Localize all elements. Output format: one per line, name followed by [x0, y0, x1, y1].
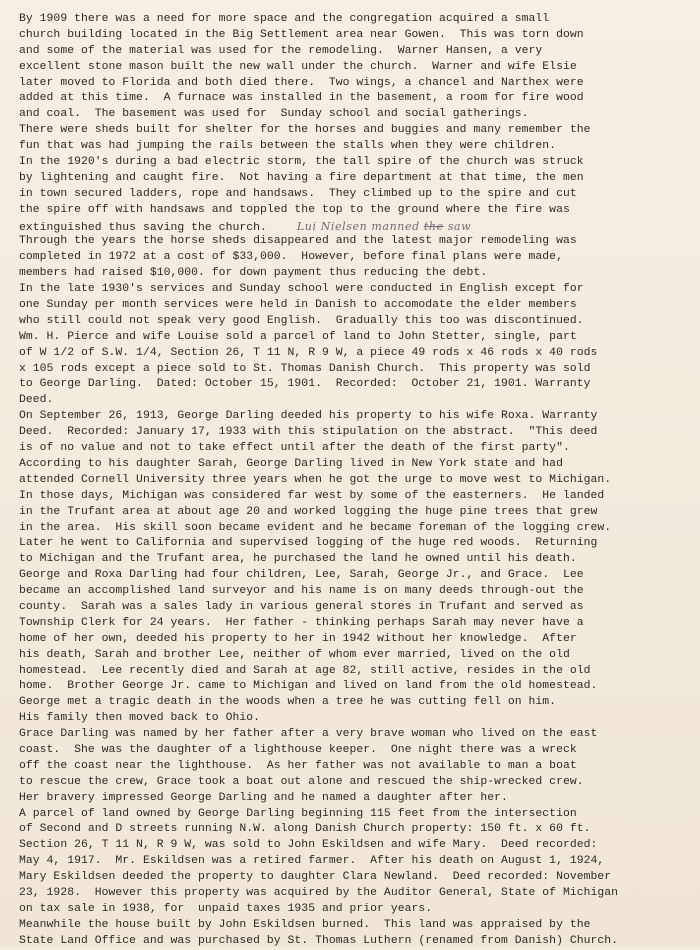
text-line: is of no value and not to take effect until after the death of the first party". [19, 442, 570, 455]
text-line: completed in 1972 at a cost of $33,000. However, before final plans were made, [19, 251, 563, 264]
text-line: Deed. [19, 394, 54, 407]
text-line: home of her own, deeded his property to her in 1942 without her knowledge. After [19, 632, 577, 645]
text-line: On September 26, 1913, George Darling deeded his property to his wife Roxa. Warranty [19, 410, 598, 423]
text-line: members had raised $10,000. for down payment thus reducing the debt. [19, 267, 488, 280]
text-line: x 105 rods except a piece sold to St. Thomas Danish Church. This property was sold [19, 362, 591, 375]
text-line: In the 1920's during a bad electric storm, the tall spire of the church was struck [19, 156, 584, 169]
text-line: of Second and D streets running N.W. along Danish Church property: 150 ft. x 60 ft. [19, 823, 591, 836]
text-line: A parcel of land owned by George Darling beginning 115 feet from the intersection [19, 807, 577, 820]
text-line: Section 26, T 11 N, R 9 W, was sold to John Eskildsen and wife Mary. Deed recorded: [19, 839, 598, 852]
text-line: his death, Sarah and brother Lee, neither of whom ever married, lived on the old [19, 648, 570, 661]
text-line: attended Cornell University three years when he got the urge to move west to Michigan. [19, 473, 612, 486]
text-line: May 4, 1917. Mr. Eskildsen was a retired farmer. After his death on August 1, 1924, [19, 855, 605, 868]
text-line: off the coast near the lighthouse. As her father was not available to man a boat [19, 759, 577, 772]
text-line: Grace Darling was named by her father after a very brave woman who lived on the east [19, 728, 598, 741]
text-line: who still could not speak very good English. Gradually this too was discontinued. [19, 314, 584, 327]
text-line: and coal. The basement was used for Sunday school and social gatherings. [19, 108, 529, 121]
text-line: to George Darling. Dated: October 15, 1901. Recorded: October 21, 1901. Warranty [19, 378, 591, 391]
text-line: fun that was had jumping the rails between the stalls when they were children. [19, 140, 557, 153]
handwritten-note-end: saw [447, 219, 472, 233]
text-line: of W 1/2 of S.W. 1/4, Section 26, T 11 N, R 9 W, a piece 49 rods x 46 rods x 40 rods [19, 346, 598, 359]
text-line: Deed. Recorded: January 17, 1933 with this stipulation on the abstract. "This deed [19, 426, 598, 439]
text-line: State Land Office and was purchased by St. Thomas Luthern (renamed from Danish) Church. [19, 934, 619, 947]
text-line: In those days, Michigan was considered far west by some of the easterners. He landed [19, 489, 605, 502]
text-line: home. Brother George Jr. came to Michigan and lived on land from the old homestead. [19, 680, 598, 693]
text-line: in town secured ladders, rope and handsaws. They climbed up to the spire and cut [19, 187, 577, 200]
handwritten-note-struck: the [423, 219, 444, 233]
text-line: became an accomplished land surveyor and his name is on many deeds through-out the [19, 585, 584, 598]
text-line: In the late 1930's services and Sunday school were conducted in English except for [19, 283, 584, 296]
handwritten-note [297, 220, 471, 233]
text-line: by lightening and caught fire. Not having a fire department at that time, the men [19, 171, 584, 184]
text-line: one Sunday per month services were held in Danish to accomodate the elder members [19, 299, 577, 312]
text-line: in the Trufant area at about age 20 and worked logging the huge pine trees that grew [19, 505, 598, 518]
text-line: Through the years the horse sheds disappeared and the latest major remodeling was [19, 235, 577, 248]
typed-text-body [19, 12, 695, 950]
text-line: in the area. His skill soon became evident and he became foreman of the logging crew. [19, 521, 612, 534]
text-line: church building located in the Big Settlement area near Gowen. This was torn down [19, 28, 584, 41]
text-line: George met a tragic death in the woods when a tree he was cutting fell on him. [19, 696, 557, 709]
text-line: By 1909 there was a need for more space and the congregation acquired a small [19, 13, 550, 25]
text-line: Wm. H. Pierce and wife Louise sold a parcel of land to John Stetter, single, part [19, 330, 577, 343]
text-line: His family then moved back to Ohio. [19, 712, 260, 725]
text-line: excellent stone mason built the new wall under the church. Warner and wife Elsie [19, 60, 577, 73]
text-line: Later he went to California and supervised logging of the huge red woods. Returning [19, 537, 598, 550]
text-line-with-note [19, 219, 695, 235]
text-line: coast. She was the daughter of a lighthouse keeper. One night there was a wreck [19, 743, 577, 756]
text-line: George and Roxa Darling had four children, Lee, Sarah, George Jr., and Grace. Lee [19, 569, 584, 582]
handwritten-note-main: Lui Nielsen manned [296, 219, 420, 233]
text-line: added at this time. A furnace was installed in the basement, a room for fire wood [19, 92, 584, 105]
text-line: Meanwhile the house built by John Eskildsen burned. This land was appraised by the [19, 918, 591, 931]
text-line: on tax sale in 1938, for unpaid taxes 1935 and prior years. [19, 902, 433, 915]
text-line: Mary Eskildsen deeded the property to daughter Clara Newland. Deed recorded: November [19, 871, 612, 884]
text-line: to Michigan and the Trufant area, he purchased the land he owned until his death. [19, 553, 577, 566]
text-line: and some of the material was used for the remodeling. Warner Hansen, a very [19, 44, 543, 57]
text-line: later moved to Florida and both died there. Two wings, a chancel and Narthex were [19, 76, 584, 89]
text-line: According to his daughter Sarah, George Darling lived in New York state and had [19, 457, 563, 470]
text-line: homestead. Lee recently died and Sarah at age 82, still active, resides in the old [19, 664, 591, 677]
text-line: extinguished thus saving the church. [19, 221, 267, 234]
text-line: the spire off with handsaws and toppled the top to the ground where the fire was [19, 203, 570, 216]
text-line: county. Sarah was a sales lady in various general stores in Trufant and served as [19, 600, 584, 613]
text-line: Township Clerk for 24 years. Her father - thinking perhaps Sarah may never have a [19, 616, 584, 629]
text-line: to rescue the crew, Grace took a boat out alone and rescued the ship-wrecked crew. [19, 775, 584, 788]
text-line: There were sheds built for shelter for the horses and buggies and many remember the [19, 124, 591, 137]
text-line: Her bravery impressed George Darling and he named a daughter after her. [19, 791, 508, 804]
text-line: 23, 1928. However this property was acquired by the Auditor General, State of Michigan [19, 886, 619, 899]
